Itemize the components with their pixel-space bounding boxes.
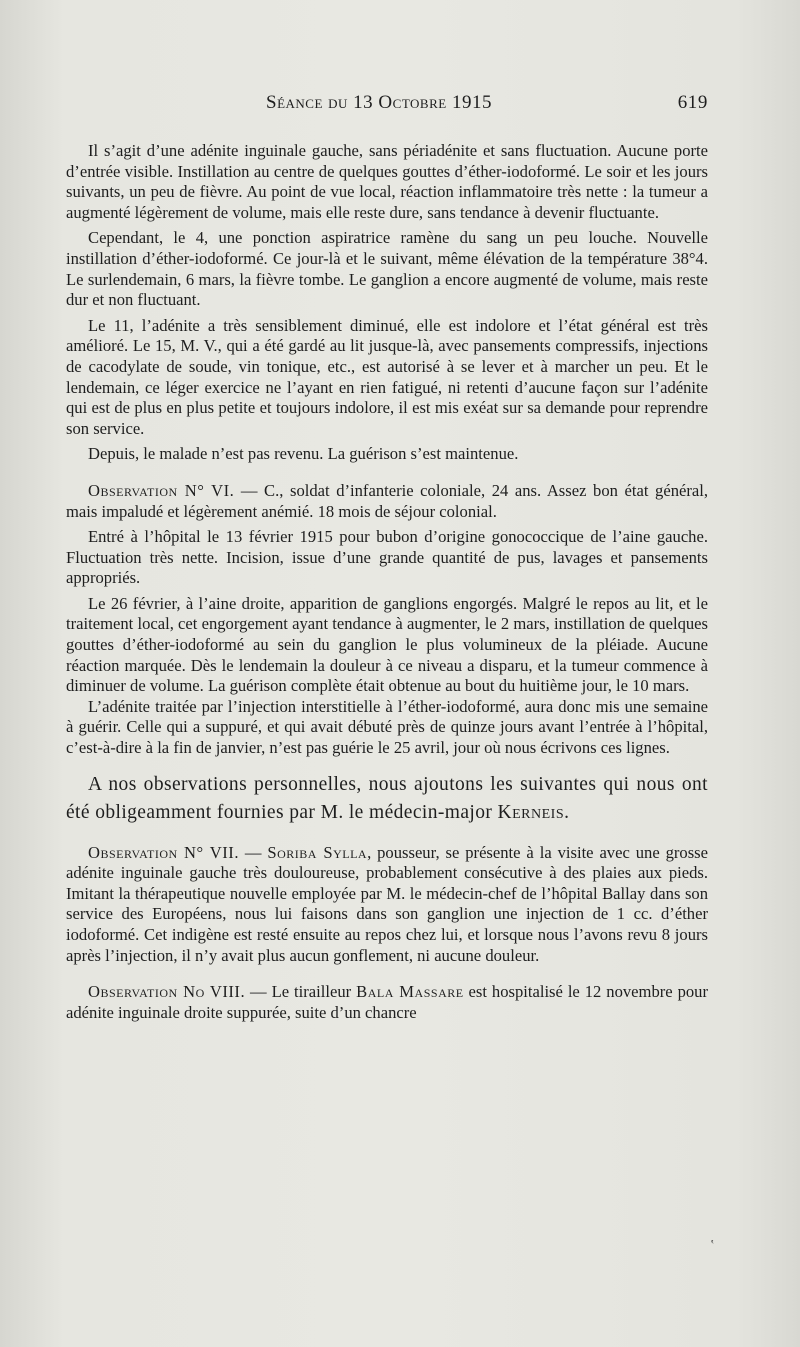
paragraph: Cependant, le 4, une ponction aspiratrice ramène du sang un peu louche. Nouvelle instillation d’éther-iodoformé. Ce jour-là et le suivant, même élévation de la température 38°4. Le surlendemain, 6 mars, la fièvre tombe. Le ganglion a encore augmenté de volume, mais reste dur et non fluctuant. <box>66 228 708 310</box>
intro-end: . <box>564 801 570 823</box>
patient-name: Bala Massare <box>356 982 464 1002</box>
observation-text: — C., soldat d’infanterie coloniale, 24 ans. Assez bon état général, mais impaludé et légèrement anémié. 18 mois de séjour colonial. <box>66 480 709 521</box>
person-name: Kerneis <box>497 801 565 823</box>
observation-text: , pousseur, se présente à la visite avec une grosse adénite inguinale gauche très douloureuse, probablement consécutive à des plaies aux pieds. Imitant la thérapeutique nouvelle employée par M. le médecin-chef de l’hôpital Ballay dans son service des Européens, nous lui faisons dans son ganglion une injection de 1 cc. d’éther iodoformé. Cet indigène est resté ensuite au repos chez lui, et lorsque nous l’avons revu 8 jours après l’injection, il n’y avait plus aucun gonflement, ni aucune douleur. <box>66 842 709 965</box>
observation-label: Observation N° VII. <box>88 842 239 862</box>
paragraph: Entré à l’hôpital le 13 février 1915 pour bubon d’origine gonococcique de l’aine gauche. Fluctuation très nette. Incision, issue d’une grande quantité de pus, lavages et pansements appropriés. <box>66 527 708 588</box>
page-number: 619 <box>677 92 708 113</box>
paragraph: Il s’agit d’une adénite inguinale gauche, sans périadénite et sans fluctuation. Aucune porte d’entrée visible. Instillation au centre de quelques gouttes d’éther-iodoformé. Le soir et les jours suivants, un peu de fièvre. Au point de vue local, réaction inflammatoire très nette : la tumeur a augmenté légèrement de volume, mais elle reste dure, sans tendance à devenir fluctuante. <box>66 141 708 222</box>
patient-name: Soriba Sylla <box>267 842 368 862</box>
paragraph: Le 26 février, à l’aine droite, apparition de ganglions engorgés. Malgré le repos au lit, et le traitement local, cet engorgement ayant tendance à augmenter, le 2 mars, instillation de quelques gouttes d’éther-iodoformé au sein du ganglion le plus volumineux de la pléiade. Aucune réaction marquée. Dès le lendemain la douleur à ce niveau a disparu, et la tumeur commence à diminuer de volume. La guérison complète était obtenue au bout du huitième jour, le 10 mars. <box>66 593 708 696</box>
observation-7 <box>66 843 708 967</box>
intro-paragraph <box>66 771 708 827</box>
observation-text: est hospitalisé le 12 novembre pour adénite inguinale droite suppurée, suite d’un chancre <box>66 982 708 1022</box>
observation-6 <box>66 481 708 522</box>
observation-label: Observation No VIII. <box>88 982 246 1002</box>
observation-dash: — <box>238 842 268 862</box>
page-mark: ‛ <box>710 1238 715 1253</box>
paragraph: Le 11, l’adénite a très sensiblement diminué, elle est indolore et l’état général est très amélioré. Le 15, M. V., qui a été gardé au lit jusque-là, avec pansements compressifs, injections de cacodylate de soude, vin tonique, etc., est autorisé à se lever et à marcher un peu. Et le lendemain, ce léger exercice ne l’ayant en rien fatigué, ni retenti d’aucune façon sur l’adénite qui est de plus en plus petite et toujours indolore, il est mis exéat sur sa demande pour reprendre son service. <box>66 315 708 438</box>
body-text <box>66 141 708 1023</box>
observation-label: Observation N° VI. <box>88 480 235 500</box>
page-header <box>66 92 708 118</box>
observation-dash: — Le tirailleur <box>245 982 357 1002</box>
running-title: Séance du 13 Octobre 1915 <box>266 92 492 113</box>
observation-8 <box>66 982 708 1023</box>
intro-text: A nos observations personnelles, nous ajoutons les suivantes qui nous ont été obligeamment fournies par M. le médecin-major <box>66 773 708 823</box>
paragraph: L’adénite traitée par l’injection interstitielle à l’éther-iodoformé, aura donc mis une semaine à guérir. Celle qui a suppuré, et qui avait débuté près de quinze jours avant l’entrée à l’hôpital, c’est-à-dire à la fin de janvier, n’est pas guérie le 25 avril, jour où nous écrivons ces lignes. <box>66 696 708 758</box>
paragraph: Depuis, le malade n’est pas revenu. La guérison s’est maintenue. <box>88 444 519 464</box>
